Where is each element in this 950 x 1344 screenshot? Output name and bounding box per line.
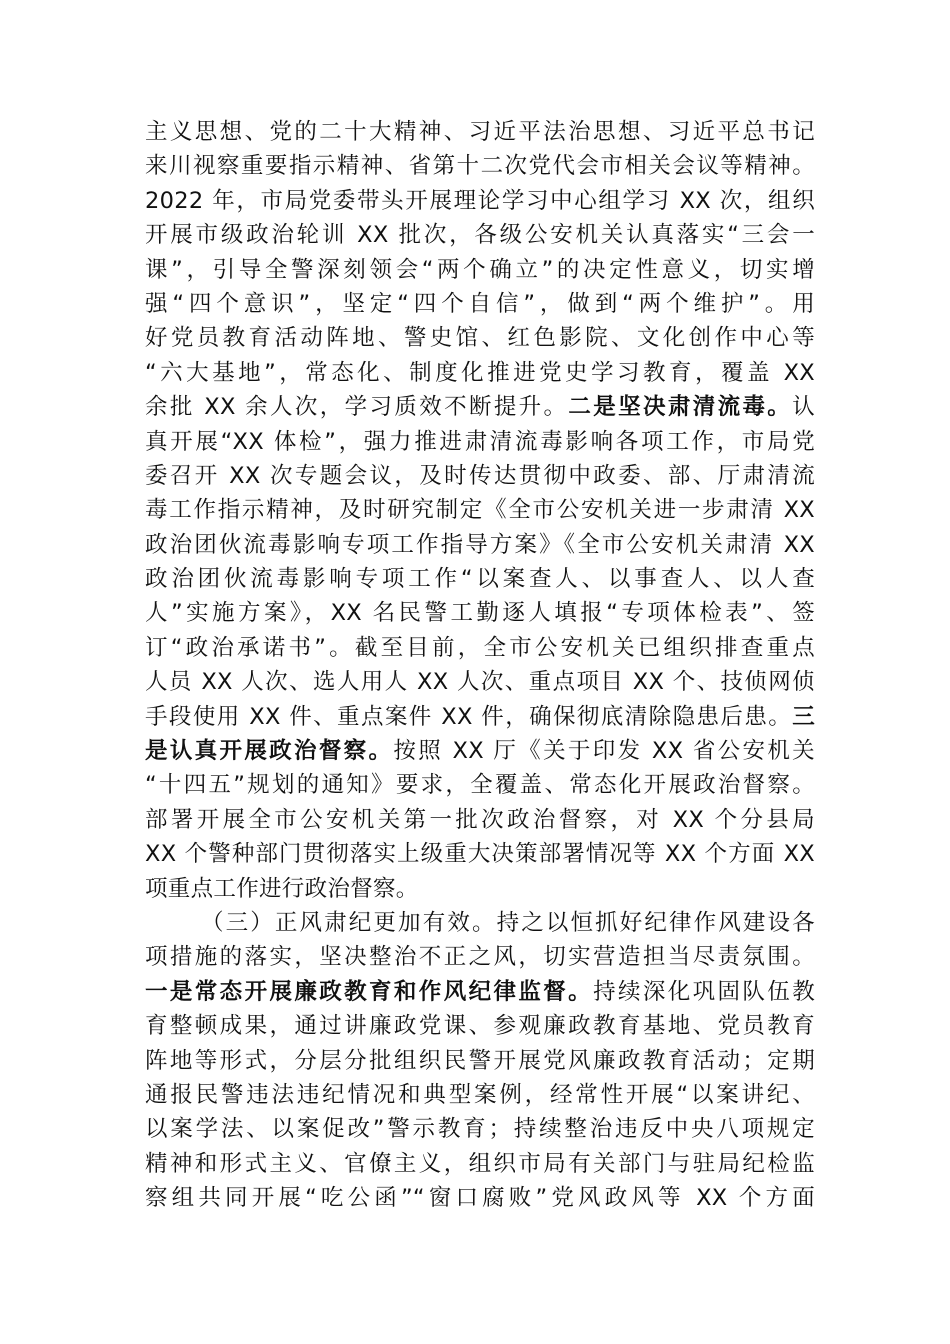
text-line	[145, 218, 815, 252]
bold-heading-span: 一是常态开展廉政教育和作风纪律监督。	[145, 978, 594, 1005]
text-line	[145, 596, 815, 630]
text-span: 政治团伙流毒影响专项工作指导方案》《全市公安机关肃清 XX	[145, 531, 815, 558]
text-line	[145, 734, 815, 768]
text-span: 持续深化巩固队伍教	[593, 978, 815, 1005]
text-span: 主义思想、党的二十大精神、习近平法治思想、习近平总书记	[145, 119, 815, 145]
text-span: 育整顿成果，通过讲廉政党课、参观廉政教育基地、党员教育	[145, 1013, 815, 1040]
text-line	[145, 1078, 815, 1112]
text-span: 察组共同开展“吃公函”“窗口腐败”党风政风等 XX 个方面	[145, 1185, 815, 1212]
text-line	[145, 493, 815, 527]
text-line	[145, 872, 815, 906]
text-line	[145, 149, 815, 183]
text-line	[145, 287, 815, 321]
text-span: “六大基地”，常态化、制度化推进党史学习教育，覆盖 XX	[145, 359, 815, 386]
text-line	[145, 459, 815, 493]
text-line	[145, 906, 815, 940]
text-line	[145, 1147, 815, 1181]
bold-heading-span: 是认真开展政治督察。	[145, 738, 394, 765]
text-line	[145, 425, 815, 459]
text-line	[145, 528, 815, 562]
text-line	[145, 562, 815, 596]
text-span: 人员 XX 人次、选人用人 XX 人次、重点项目 XX 个、技侦网侦	[145, 669, 815, 696]
text-line	[145, 1181, 815, 1215]
text-span: 开展市级政治轮训 XX 批次，各级公安机关认真落实“三会一	[145, 222, 815, 249]
text-span: 订“政治承诺书”。截至目前，全市公安机关已组织排查重点	[145, 634, 815, 661]
text-line	[145, 356, 815, 390]
text-span: 强“四个意识”，坚定“四个自信”，做到“两个维护”。用	[145, 290, 815, 317]
text-line	[145, 940, 815, 974]
text-span: 2022 年，市局党委带头开展理论学习中心组学习 XX 次，组织	[145, 187, 815, 214]
text-line	[145, 321, 815, 355]
text-line	[145, 1044, 815, 1078]
text-line	[145, 1009, 815, 1043]
text-line	[145, 1112, 815, 1146]
text-span: 通报民警违法违纪情况和典型案例，经常性开展“以案讲纪、	[145, 1081, 815, 1108]
text-span: 毒工作指示精神，及时研究制定《全市公安机关进一步肃清 XX	[145, 497, 815, 524]
bold-heading-span: 二是坚决肃清流毒。	[568, 394, 793, 421]
text-line	[145, 631, 815, 665]
text-line	[145, 700, 815, 734]
text-span: “十四五”规划的通知》要求，全覆盖、常态化开展政治督察。	[145, 772, 815, 799]
text-span: 来川视察重要指示精神、省第十二次党代会市相关会议等精神。	[145, 153, 815, 180]
text-line	[145, 253, 815, 287]
text-line	[145, 184, 815, 218]
text-span: 精神和形式主义、官僚主义，组织市局有关部门与驻局纪检监	[145, 1150, 815, 1177]
text-span: 项重点工作进行政治督察。	[145, 875, 419, 902]
text-span: 人”实施方案》，XX 名民警工勤逐人填报“专项体检表”、签	[145, 600, 815, 627]
text-line	[145, 975, 815, 1009]
text-span: 好党员教育活动阵地、警史馆、红色影院、文化创作中心等	[145, 325, 815, 352]
text-line	[145, 837, 815, 871]
text-span: （三）正风肃纪更加有效。持之以恒抓好纪律作风建设各	[201, 909, 815, 936]
text-span: 按照 XX 厅《关于印发 XX 省公安机关	[393, 738, 815, 765]
text-span: 认	[792, 394, 815, 421]
text-span: 真开展“XX 体检”，强力推进肃清流毒影响各项工作，市局党	[145, 428, 815, 455]
body-text	[145, 115, 815, 1216]
text-span: 以案学法、以案促改”警示教育；持续整治违反中央八项规定	[145, 1116, 815, 1143]
text-span: 手段使用 XX 件、重点案件 XX 件，确保彻底清除隐患后患。	[145, 703, 793, 730]
text-line	[145, 390, 815, 424]
bold-heading-span: 三	[792, 703, 815, 730]
text-line	[145, 803, 815, 837]
text-span: 部署开展全市公安机关第一批次政治督察，对 XX 个分县局	[145, 806, 815, 833]
text-span: 政治团伙流毒影响专项工作“以案查人、以事查人、以人查	[145, 566, 815, 593]
text-line	[145, 665, 815, 699]
text-line	[145, 115, 815, 149]
text-span: 阵地等形式，分层分批组织民警开展党风廉政教育活动；定期	[145, 1047, 815, 1074]
text-line	[145, 768, 815, 802]
text-span: XX 个警种部门贯彻落实上级重大决策部署情况等 XX 个方面 XX	[145, 841, 815, 868]
text-span: 委召开 XX 次专题会议，及时传达贯彻中政委、部、厅肃清流	[145, 462, 815, 489]
text-span: 课”，引导全警深刻领会“两个确立”的决定性意义，切实增	[145, 256, 815, 283]
text-span: 余批 XX 余人次，学习质效不断提升。	[145, 394, 569, 421]
text-span: 项措施的落实，坚决整治不正之风，切实营造担当尽责氛围。	[145, 944, 815, 971]
